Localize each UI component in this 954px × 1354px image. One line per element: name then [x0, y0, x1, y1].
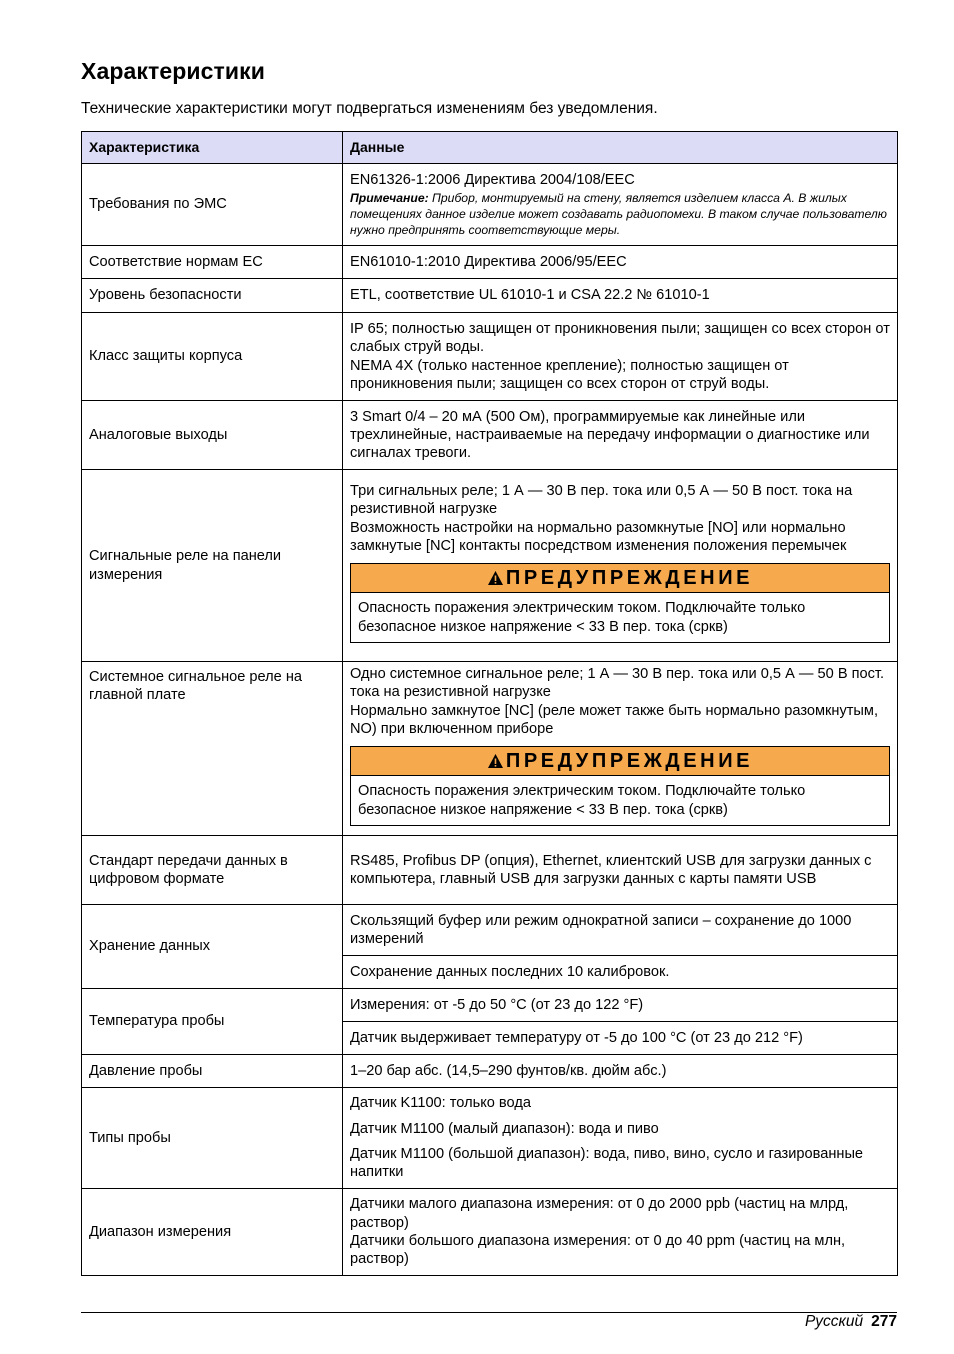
row-value: Измерения: от -5 до 50 °C (от 23 до 122 °F) — [343, 989, 898, 1022]
relay-panel-line-2: Возможность настройки на нормально разомкнутые [NO] или нормально замкнутые [NC] контакты посредством изменения положения перемычек — [350, 519, 847, 554]
warning-title: ПРЕДУПРЕЖДЕНИЕ — [505, 567, 754, 590]
table-row — [82, 313, 898, 401]
table-row — [82, 470, 898, 662]
row-value — [343, 1088, 898, 1189]
table-row — [82, 1189, 898, 1276]
specifications-table — [81, 131, 898, 1276]
warning-text: Опасность поражения электрическим током. Подключайте только безопасное низкое напряжение < 33 В пер. тока (сркв) — [358, 600, 806, 635]
row-value: Датчик выдерживает температуру от -5 до 100 °C (от 23 до 212 °F) — [343, 1022, 898, 1055]
note-text: Прибор, монтируемый на стену, является изделием класса А. В жилых помещениях данное изделие может создавать радиопомехи. В таком случае пользователю нужно предпринять соответствующие меры. — [350, 190, 887, 237]
warning-header — [351, 564, 889, 593]
row-value — [343, 662, 898, 836]
row-value — [343, 470, 898, 662]
row-label: Класс защиты корпуса — [82, 313, 343, 401]
warning-title: ПРЕДУПРЕЖДЕНИЕ — [505, 750, 754, 773]
enclosure-line-1: IP 65; полностью защищен от проникновения пыли; защищен со всех сторон от слабых струй воды. — [350, 320, 890, 356]
enclosure-line-2: NEMA 4X (только настенное крепление); полностью защищен от проникновения пыли; защищен со всех сторон от струй воды. — [350, 357, 789, 392]
row-value — [343, 1189, 898, 1276]
table-row — [82, 836, 898, 905]
page-title: Характеристики — [81, 58, 265, 84]
row-value: 3 Smart 0/4 – 20 мА (500 Ом), программируемые как линейные или трехлинейные, настраиваемые на передачу информации о диагностике или сигналах тревоги. — [343, 401, 898, 470]
relay-main-line-2: Нормально замкнутое [NC] (реле может также быть нормально разомкнутым, NO) при включенном приборе — [350, 702, 878, 737]
table-row — [82, 905, 898, 956]
row-label: Требования по ЭМС — [82, 164, 343, 246]
row-value — [343, 313, 898, 401]
row-value: RS485, Profibus DP (опция), Ethernet, клиентский USB для загрузки данных с компьютера, главный USB для загрузки данных с карты памяти USB — [343, 836, 898, 905]
warning-header — [351, 747, 889, 776]
relay-main-line-1: Одно системное сигнальное реле; 1 А — 30 В пер. тока или 0,5 А — 50 В пост. тока на резистивной нагрузке — [350, 666, 885, 701]
row-label: Уровень безопасности — [82, 279, 343, 313]
header-characteristic: Характеристика — [82, 132, 343, 164]
warning-text: Опасность поражения электрическим током. Подключайте только безопасное низкое напряжение < 33 В пер. тока (сркв) — [358, 783, 806, 818]
row-value: Сохранение данных последних 10 калибровок. — [343, 956, 898, 989]
header-data: Данные — [343, 132, 898, 164]
warning-triangle-icon — [487, 749, 504, 777]
sample-type-2: Датчик M1100 (малый диапазон): вода и пиво — [350, 1120, 659, 1137]
warning-triangle-icon — [487, 566, 504, 594]
row-value: 1–20 бар абс. (14,5–290 фунтов/кв. дюйм абс.) — [343, 1055, 898, 1088]
page-footer — [805, 1313, 897, 1331]
row-label: Хранение данных — [82, 905, 343, 989]
table-row — [82, 662, 898, 836]
page-number: 277 — [871, 1313, 897, 1330]
table-row — [82, 246, 898, 279]
row-value — [343, 164, 898, 246]
row-label: Диапазон измерения — [82, 1189, 343, 1276]
row-label: Сигнальные реле на панели измерения — [82, 470, 343, 662]
row-label: Стандарт передачи данных в цифровом формате — [82, 836, 343, 905]
emc-note — [350, 190, 890, 238]
table-row — [82, 1055, 898, 1088]
table-row — [82, 1088, 898, 1189]
table-row — [82, 164, 898, 246]
row-label: Системное сигнальное реле на главной плате — [82, 662, 343, 836]
range-line-1: Датчики малого диапазона измерения: от 0 до 2000 ppb (частиц на млрд, раствор) — [350, 1196, 849, 1231]
note-label: Примечание: — [350, 190, 429, 205]
intro-text: Технические характеристики могут подвергаться изменениям без уведомления. — [81, 100, 658, 117]
row-value: EN61010-1:2010 Директива 2006/95/EEC — [343, 246, 898, 279]
row-label: Типы пробы — [82, 1088, 343, 1189]
table-row — [82, 401, 898, 470]
row-label: Соответствие нормам ЕС — [82, 246, 343, 279]
sample-type-1: Датчик K1100: только вода — [350, 1095, 531, 1112]
row-label: Давление пробы — [82, 1055, 343, 1088]
warning-box — [350, 746, 890, 826]
emc-value: EN61326-1:2006 Директива 2004/108/EEC — [350, 172, 635, 189]
row-value: ETL, соответствие UL 61010-1 и CSA 22.2 № 61010-1 — [343, 279, 898, 313]
table-row — [82, 989, 898, 1022]
relay-panel-line-1: Три сигнальных реле; 1 А — 30 В пер. тока или 0,5 А — 50 В пост. тока на резистивной нагрузке — [350, 483, 853, 518]
warning-box — [350, 563, 890, 643]
table-header-row — [82, 132, 898, 164]
sample-type-3: Датчик M1100 (большой диапазон): вода, пиво, вино, сусло и газированные напитки — [350, 1146, 864, 1181]
table-row — [82, 279, 898, 313]
footer-language: Русский — [804, 1313, 864, 1330]
row-label: Температура пробы — [82, 989, 343, 1055]
footer-divider — [81, 1312, 897, 1313]
row-value: Скользящий буфер или режим однократной записи – сохранение до 1000 измерений — [343, 905, 898, 956]
range-line-2: Датчики большого диапазона измерения: от 0 до 40 ppm (частиц на млн, раствор) — [350, 1233, 846, 1268]
row-label: Аналоговые выходы — [82, 401, 343, 470]
